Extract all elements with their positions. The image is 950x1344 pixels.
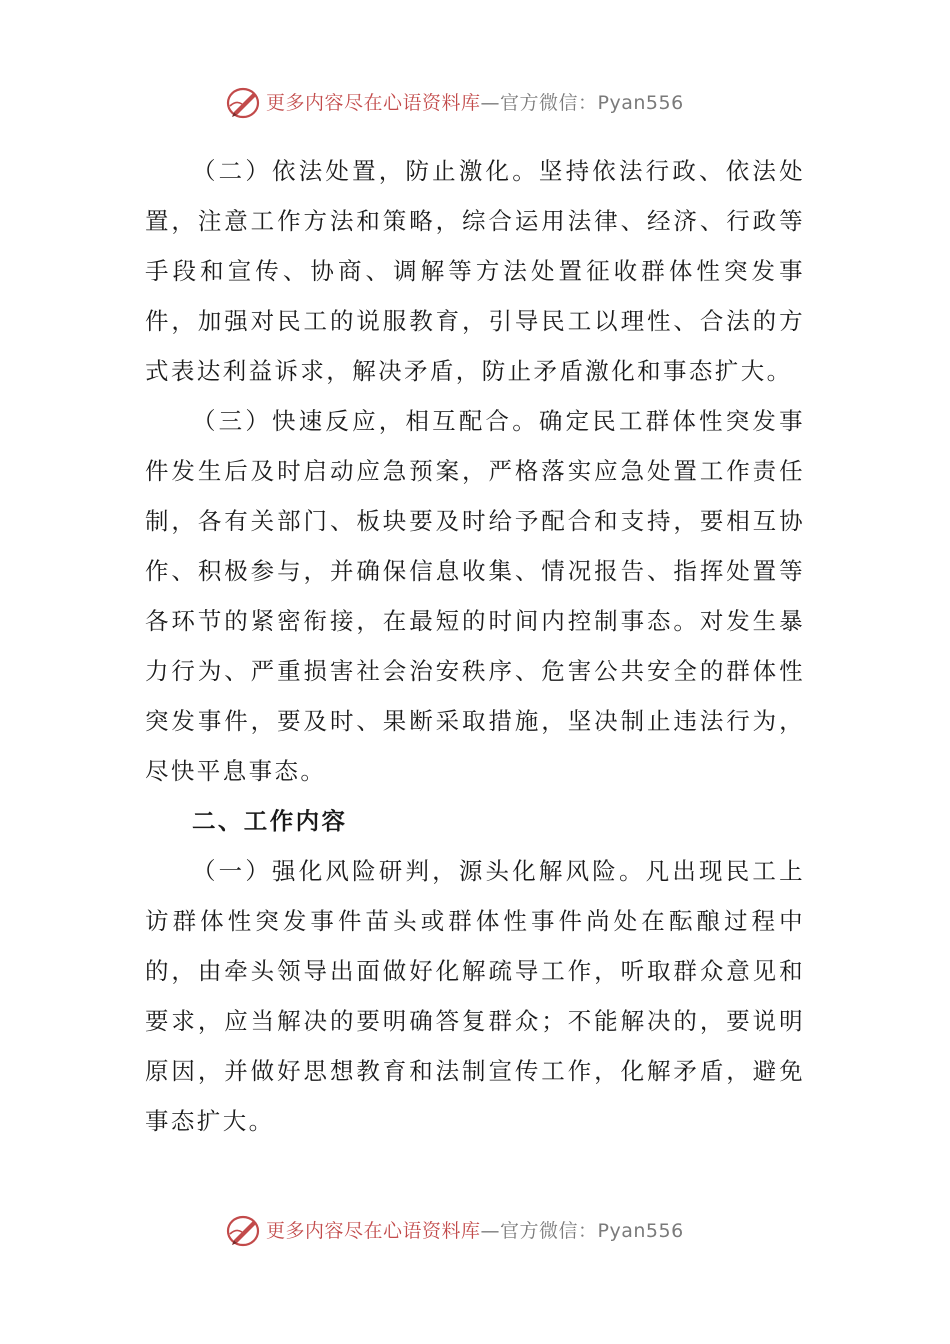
banner-text — [266, 1218, 684, 1244]
section-heading: 二、工作内容 — [192, 807, 348, 835]
paragraph: （三）快速反应，相互配合。确定民工群体性突发事件发生后及时启动应急预案，严格落实应急处置工作责任制，各有关部门、板块要及时给予配合和支持，要相互协作、积极参与，并确保信息收集、情况报告、指挥处置等各环节的紧密衔接，在最短的时间内控制事态。对发生暴力行为、严重损害社会治安秩序、危害公共安全的群体性突发事件，要及时、果断采取措施，坚决制止违法行为，尽快平息事态。 — [145, 407, 805, 785]
footer-banner — [0, 1211, 950, 1251]
document-body — [145, 146, 805, 1146]
banner-main-text: 更多内容尽在心语资料库 — [266, 92, 481, 114]
paragraph: （二）依法处置，防止激化。坚持依法行政、依法处置，注意工作方法和策略，综合运用法律、经济、行政等手段和宣传、协商、调解等方法处置征收群体性突发事件，加强对民工的说服教育，引导民工以理性、合法的方式表达利益诉求，解决矛盾，防止矛盾激化和事态扩大。 — [145, 157, 805, 385]
paragraph: （一）强化风险研判，源头化解风险。凡出现民工上访群体性突发事件苗头或群体性事件尚处在酝酿过程中的，由牵头领导出面做好化解疏导工作，听取群众意见和要求，应当解决的要明确答复群众；不能解决的，要说明原因，并做好思想教育和法制宣传工作，化解矛盾，避免事态扩大。 — [145, 857, 805, 1135]
header-banner — [0, 83, 950, 123]
banner-side-text: —官方微信：Pyan556 — [480, 92, 684, 114]
banner-main-text: 更多内容尽在心语资料库 — [266, 1220, 481, 1242]
pen-logo-icon — [226, 1214, 262, 1248]
banner-side-text: —官方微信：Pyan556 — [480, 1220, 684, 1242]
pen-logo-icon — [226, 86, 262, 120]
banner-text — [266, 90, 684, 116]
